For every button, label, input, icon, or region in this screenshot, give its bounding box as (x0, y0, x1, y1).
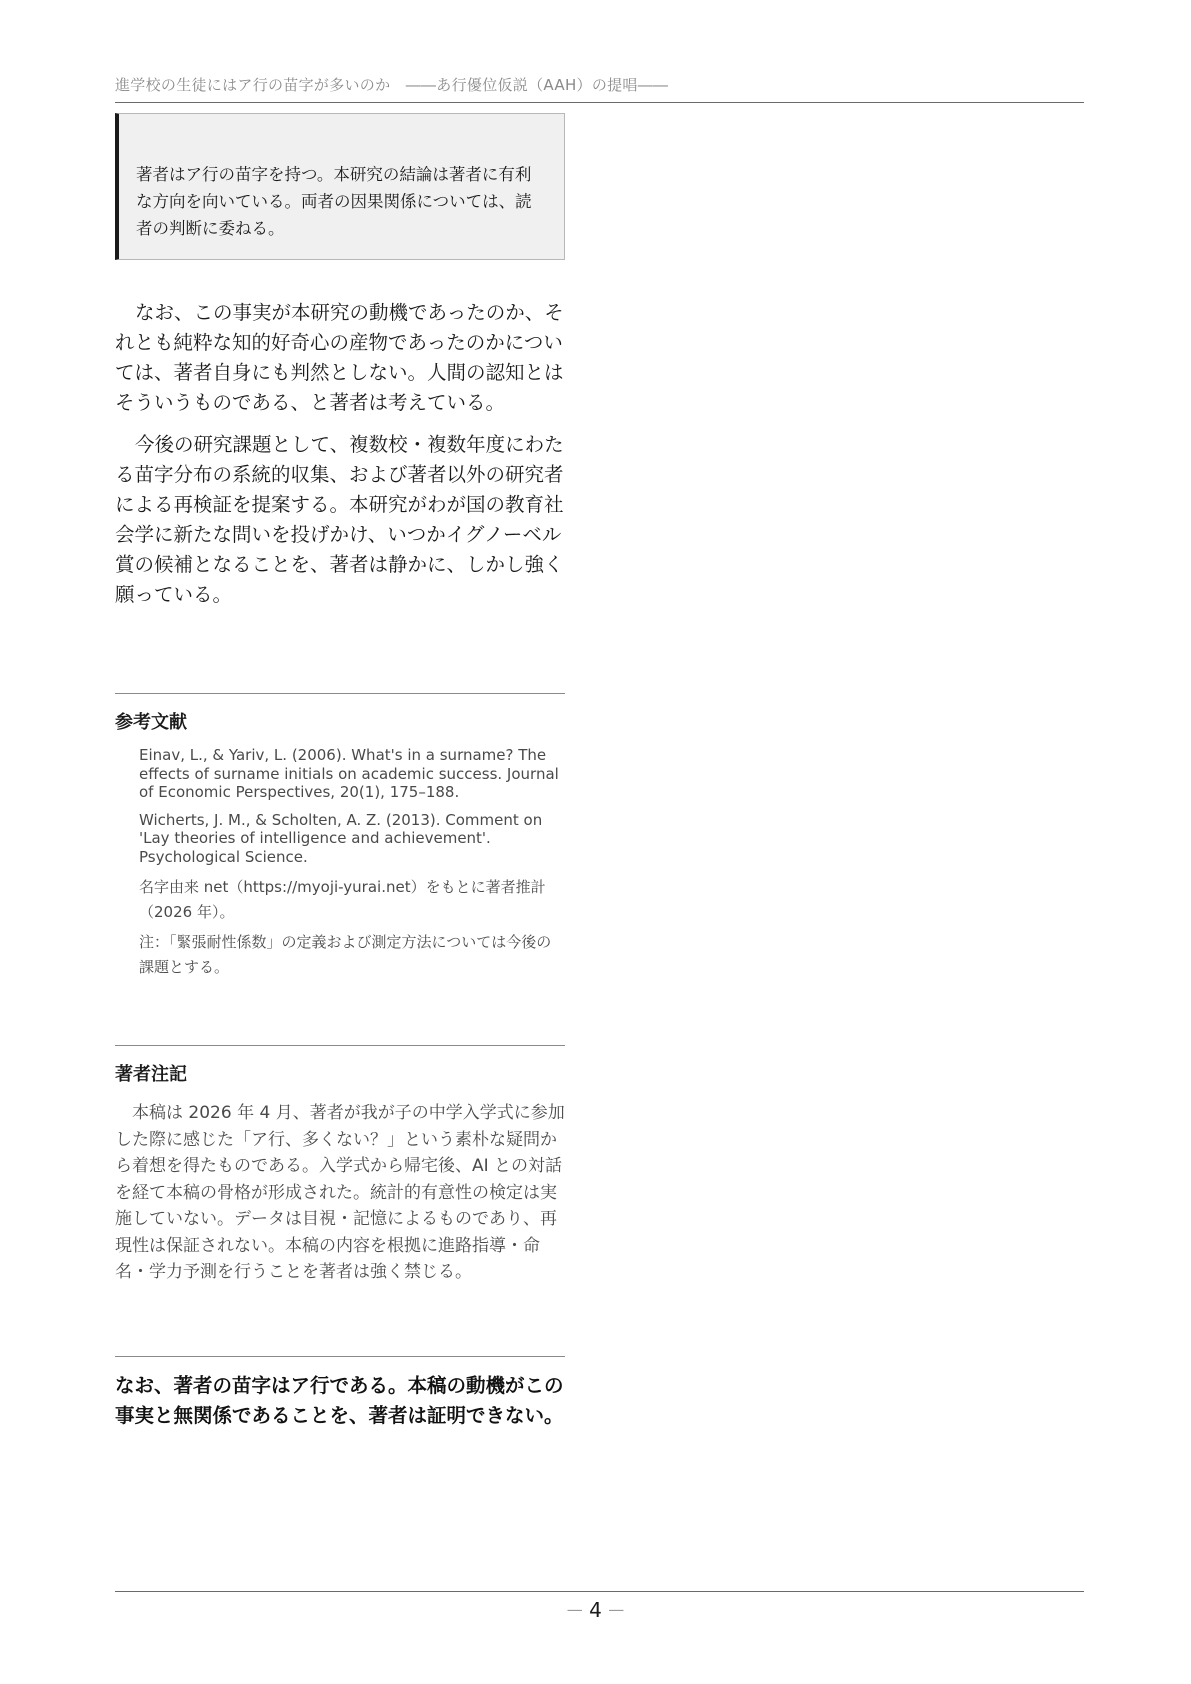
references-list (115, 746, 565, 980)
page-number (0, 1598, 1191, 1622)
callout-text: 著者はア行の苗字を持つ。本研究の結論は著者に有利な方向を向いている。両者の因果関係については、読者の判断に委ねる。 (136, 165, 532, 238)
section-divider (115, 693, 565, 694)
page-dash-left: — (566, 1600, 583, 1619)
body-paragraph-motivation: なお、この事実が本研究の動機であったのか、それとも純粋な知的好奇心の産物であったのかについては、著者自身にも判然としない。人間の認知とはそういうものである、と著者は考えている。 (115, 301, 564, 414)
header-rule (115, 102, 1084, 103)
running-header: 進学校の生徒にはア行の苗字が多いのか ――あ行優位仮説（AAH）の提唱―― (115, 76, 669, 94)
disclosure-callout (115, 113, 565, 260)
page-dash-right: — (608, 1600, 625, 1619)
references-heading: 参考文献 (115, 712, 187, 733)
author-notes-heading: 著者注記 (115, 1064, 187, 1085)
reference-item: 名字由来 net（https://myoji-yurai.net）をもとに著者推計（2026 年）。 (139, 878, 546, 921)
footer-rule (115, 1591, 1084, 1592)
closing-statement: なお、著者の苗字はア行である。本稿の動機がこの事実と無関係であることを、著者は証明できない。 (115, 1373, 564, 1427)
section-divider (115, 1356, 565, 1357)
reference-item: Einav, L., & Yariv, L. (2006). What's in a surname? The effects of surname initials on academic success. Journal of Economic Perspectives, 20(1), 175–188. (139, 746, 559, 801)
main-column (115, 113, 565, 1431)
reference-item: Wicherts, J. M., & Scholten, A. Z. (2013). Comment on 'Lay theories of intelligence and achievement'. Psychological Science. (139, 810, 543, 866)
page-number-value: 4 (589, 1598, 602, 1622)
body-paragraph-future-work: 今後の研究課題として、複数校・複数年度にわたる苗字分布の系統的収集、および著者以外の研究者による再検証を提案する。本研究がわが国の教育社会学に新たな問いを投げかけ、いつかイグノーベル賞の候補となることを、著者は静かに、しかし強く願っている。 (115, 433, 564, 606)
author-notes-text: 本稿は 2026 年 4 月、著者が我が子の中学入学式に参加した際に感じた「ア行、多くない？」という素朴な疑問から着想を得たものである。入学式から帰宅後、AI との対話を経て本稿の骨格が形成された。統計的有意性の検定は実施していない。データは目視・記憶によるものであり、再現性は保証されない。本稿の内容を根拠に進路指導・命名・学力予測を行うことを著者は強く禁じる。 (115, 1103, 565, 1282)
section-divider (115, 1045, 565, 1046)
reference-note: 注：「緊張耐性係数」の定義および測定方法については今後の課題とする。 (139, 933, 552, 976)
